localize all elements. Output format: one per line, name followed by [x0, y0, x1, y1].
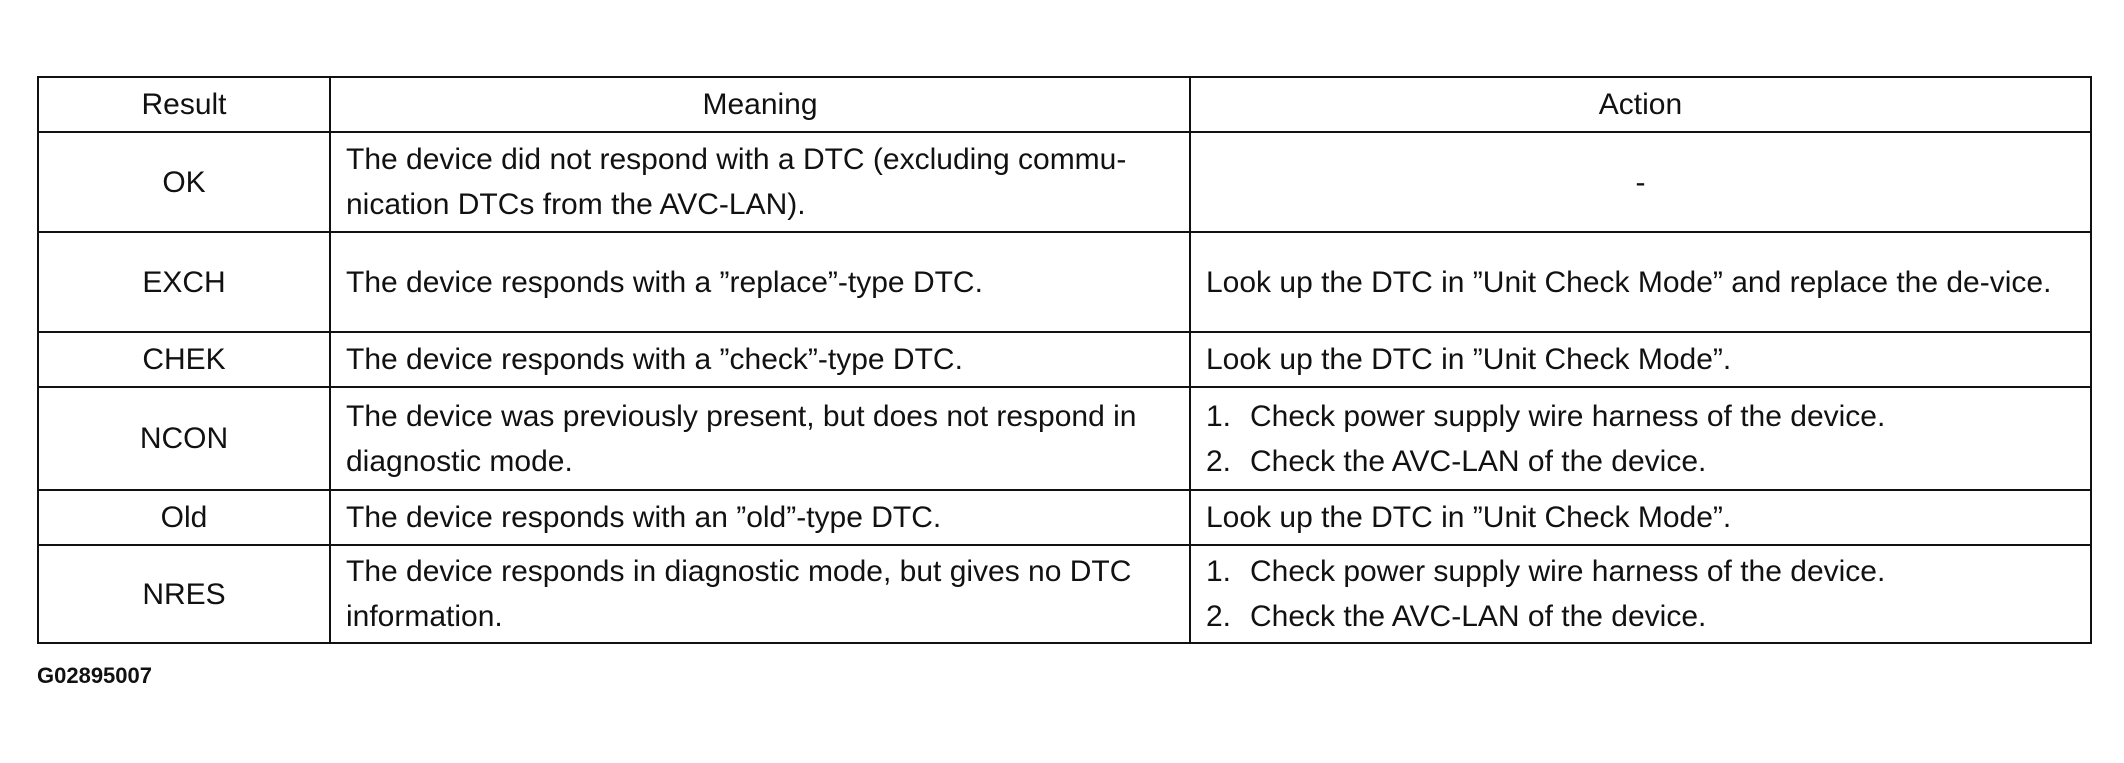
figure-id: G02895007	[37, 663, 152, 688]
action-step	[1206, 439, 2075, 484]
table-row	[38, 132, 2091, 232]
action-cell: Look up the DTC in ”Unit Check Mode” and replace the de-vice.	[1190, 232, 2091, 332]
step-text: Check power supply wire harness of the device.	[1250, 555, 1886, 588]
step-text: Check the AVC-LAN of the device.	[1250, 444, 1707, 478]
action-cell	[1190, 545, 2091, 643]
result-cell: Old	[38, 490, 330, 545]
result-cell: NRES	[38, 545, 330, 643]
table-row	[38, 387, 2091, 490]
meaning-cell: The device responds with a ”replace”-type DTC.	[330, 232, 1190, 332]
action-cell: Look up the DTC in ”Unit Check Mode”.	[1190, 332, 2091, 387]
step-number: 1.	[1206, 555, 1232, 588]
result-cell: EXCH	[38, 232, 330, 332]
result-cell: OK	[38, 132, 330, 232]
step-number: 2.	[1206, 444, 1232, 478]
meaning-cell: The device was previously present, but does not respond in diagnostic mode.	[330, 387, 1190, 490]
meaning-cell: The device did not respond with a DTC (excluding commu-nication DTCs from the AVC-LAN).	[330, 132, 1190, 232]
dtc-result-table	[37, 76, 2092, 644]
step-text: Check power supply wire harness of the device.	[1250, 399, 1886, 433]
action-steps-list	[1206, 394, 2075, 484]
step-number: 2.	[1206, 600, 1232, 633]
step-number: 1.	[1206, 399, 1232, 433]
action-step	[1206, 549, 2075, 594]
meaning-cell: The device responds with a ”check”-type DTC.	[330, 332, 1190, 387]
header-action: Action	[1190, 77, 2091, 132]
table-row	[38, 332, 2091, 387]
action-cell: -	[1190, 132, 2091, 232]
result-cell: CHEK	[38, 332, 330, 387]
table-row	[38, 545, 2091, 643]
meaning-cell: The device responds in diagnostic mode, but gives no DTC information.	[330, 545, 1190, 643]
action-cell	[1190, 387, 2091, 490]
meaning-cell: The device responds with an ”old”-type DTC.	[330, 490, 1190, 545]
action-step	[1206, 394, 2075, 439]
step-text: Check the AVC-LAN of the device.	[1250, 600, 1707, 633]
result-cell: NCON	[38, 387, 330, 490]
header-meaning: Meaning	[330, 77, 1190, 132]
header-result: Result	[38, 77, 330, 132]
table-header-row	[38, 77, 2091, 132]
action-steps-list	[1206, 549, 2075, 639]
action-step	[1206, 594, 2075, 639]
table-row	[38, 232, 2091, 332]
action-cell: Look up the DTC in ”Unit Check Mode”.	[1190, 490, 2091, 545]
table-row	[38, 490, 2091, 545]
